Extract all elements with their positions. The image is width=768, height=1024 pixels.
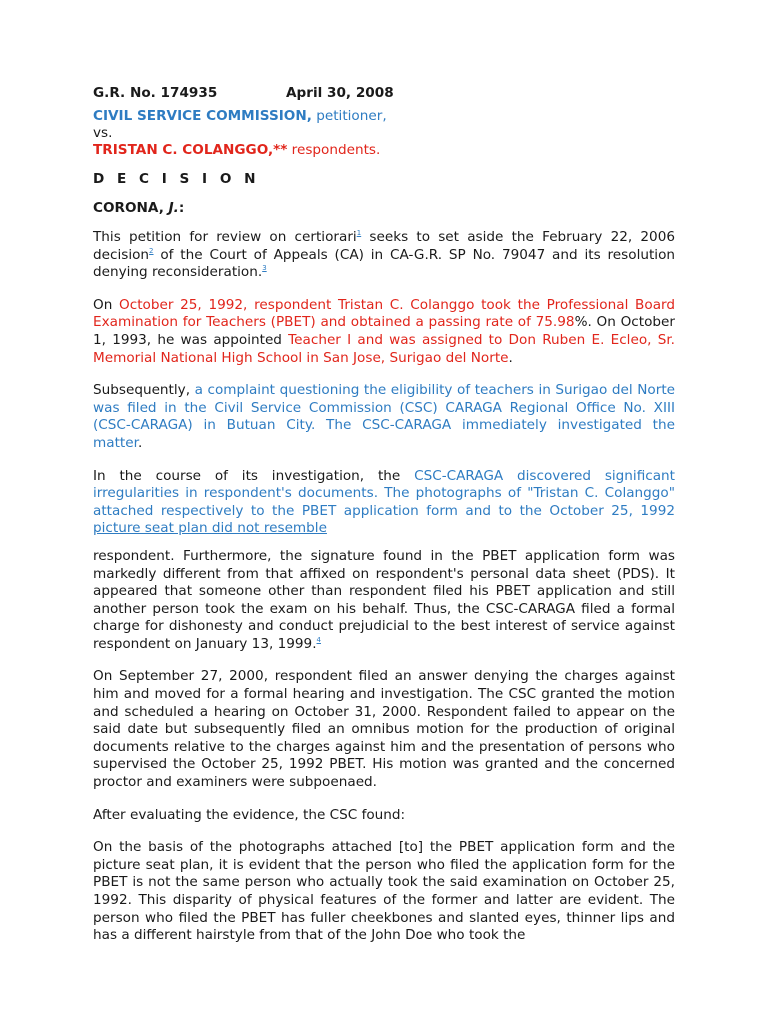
gr-number: G.R. No. 174935 <box>93 85 218 101</box>
petitioner-line <box>93 108 675 125</box>
paragraph-4 <box>93 468 675 538</box>
decision-body <box>93 84 675 960</box>
footnote-link-3[interactable]: 3 <box>262 264 267 273</box>
respondent-line <box>93 142 675 159</box>
case-header <box>93 84 675 102</box>
paragraph-5 <box>93 548 675 654</box>
paragraph-8-quote: On the basis of the photographs attached [to] the PBET application form and the picture seat plan, it is evident that the person who filed the application form for the PBET is not the same person who actually took the said examination on October 25, 1992. This disparity of physical features of the former and latter are evident. The person who filed the PBET has fuller cheekbones and slanted eyes, thinner lips and has a different hairstyle from that of the John Doe who took the <box>93 839 675 944</box>
p4-underlined-link[interactable]: picture seat plan did not resemble <box>93 520 327 537</box>
ponente-name: CORONA, <box>93 200 169 216</box>
p1-text-a: This petition for review on certiorari <box>93 229 357 245</box>
paragraph-7: After evaluating the evidence, the CSC found: <box>93 806 406 823</box>
p3-text-a: Subsequently, <box>93 382 195 399</box>
p4-highlight-irregularities: CSC-CARAGA discovered significant irregularities in respondent's documents. The photographs of "Tristan C. Colanggo" attached respectively to the PBET application form and to the October 25, 1992 <box>93 467 676 519</box>
ponente-colon: : <box>178 200 185 216</box>
p2-highlight-appointment: Teacher I and was assigned to Don Ruben E. Ecleo, Sr. Memorial National High School in San Jose, Surigao del Norte <box>93 331 675 366</box>
paragraph-3 <box>93 382 675 452</box>
ponente-title: J. <box>168 200 179 216</box>
respondent-name: TRISTAN C. COLANGGO,** <box>93 142 288 158</box>
p2-text-a: On <box>93 296 120 313</box>
p1-text-b: seeks to set aside the February 22, 2006 decision <box>93 229 675 263</box>
ponente <box>93 200 675 217</box>
paragraph-2 <box>93 297 675 367</box>
footnote-link-2[interactable]: 2 <box>149 246 154 255</box>
decision-heading: D E C I S I O N <box>93 171 260 187</box>
p2-text-e: . <box>508 349 513 366</box>
petitioner-role: petitioner, <box>311 108 387 124</box>
p3-text-c: . <box>137 434 143 451</box>
petitioner-name: CIVIL SERVICE COMMISSION, <box>93 108 312 124</box>
p2-highlight-exam: October 25, 1992, respondent Tristan C. Colanggo took the Professional Board Examination for Teachers (PBET) and obtained a passing rate of 75.98 <box>93 296 676 331</box>
paragraph-1 <box>93 229 675 282</box>
footnote-link-4[interactable]: 4 <box>316 635 321 644</box>
p4-text-a: In the course of its investigation, the <box>93 467 415 484</box>
footnote-link-1[interactable]: 1 <box>356 229 362 237</box>
paragraph-6: On September 27, 2000, respondent filed an answer denying the charges against him and moved for a formal hearing and investigation. The CSC granted the motion and scheduled a hearing on October 31, 2000. Respondent failed to appear on the said date but subsequently filed an omnibus motion for the production of original documents relative to the charges against him and the presentation of persons who supervised the October 25, 1992 PBET. His motion was granted and the concerned proctor and examiners were subpoenaed. <box>93 668 675 791</box>
respondent-role: respondents. <box>287 142 381 158</box>
p2-text-c: %. On October 1, 1993, he was appointed <box>93 314 675 348</box>
p5-text-a: respondent. Furthermore, the signature found in the PBET application form was markedly different from that affixed on respondent's personal data sheet (PDS). It appeared that someone other than respondent filed his PBET application and still another person took the exam on his behalf. Thus, the CSC-CARAGA filed a formal charge for dishonesty and conduct prejudicial to the best interest of service against respondent on January 13, 1999. <box>93 547 675 652</box>
versus-line: vs. <box>93 125 113 141</box>
p3-highlight-complaint: a complaint questioning the eligibility of teachers in Surigao del Norte was filed in the Civil Service Commission (CSC) CARAGA Regional Office No. XIII (CSC-CARAGA) in Butuan City. The CSC-CARAGA immediately investigated the matter <box>93 382 676 451</box>
decision-date: April 30, 2008 <box>286 85 394 101</box>
p1-text-c: of the Court of Appeals (CA) in CA-G.R. SP No. 79047 and its resolution denying reconsideration. <box>93 246 675 281</box>
